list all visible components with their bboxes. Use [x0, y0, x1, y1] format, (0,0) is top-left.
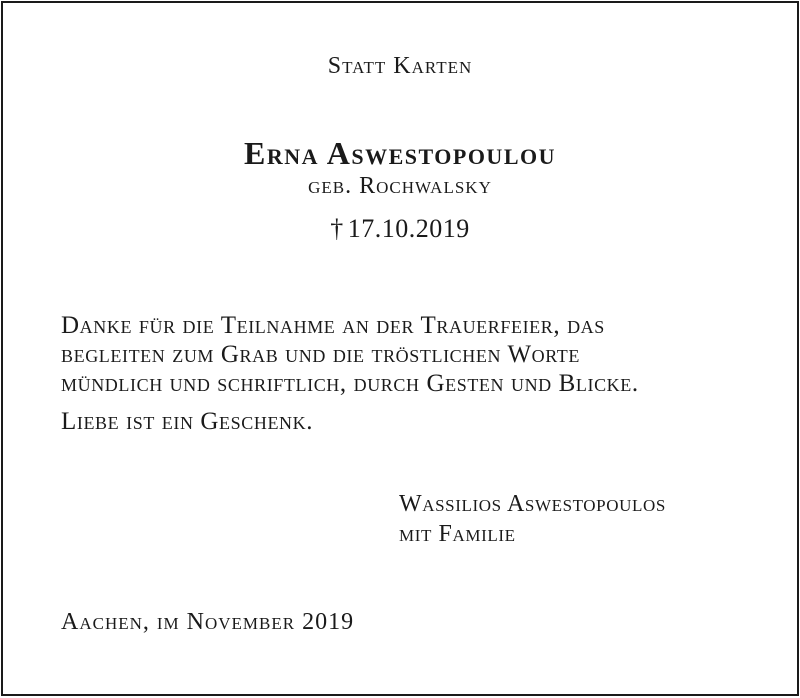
maiden-name: geb. Rochwalsky: [308, 173, 492, 199]
closing-line: Liebe ist ein Geschenk.: [61, 408, 314, 435]
thank-you-text: [61, 311, 639, 398]
thank-you-line-2: begleiten zum Grab und die tröstlichen Worte: [61, 341, 580, 368]
place-and-date: Aachen, im November 2019: [61, 609, 355, 635]
thank-you-line-3: mündlich und schriftlich, durch Gesten und Blicke.: [61, 370, 639, 397]
death-date-line: [3, 214, 797, 244]
notice-header: Statt Karten: [327, 53, 473, 79]
cross-icon: †: [330, 214, 344, 243]
signature-line-2: mit Familie: [399, 521, 516, 547]
obituary-notice: [1, 1, 799, 696]
death-date: 17.10.2019: [347, 214, 470, 243]
signature-line-1: Wassilios Aswestopoulos: [399, 491, 666, 517]
thank-you-line-1: Danke für die Teilnahme an der Trauerfeier, das: [61, 312, 605, 339]
deceased-name: Erna Aswestopoulou: [244, 135, 556, 171]
signature: [399, 489, 666, 549]
